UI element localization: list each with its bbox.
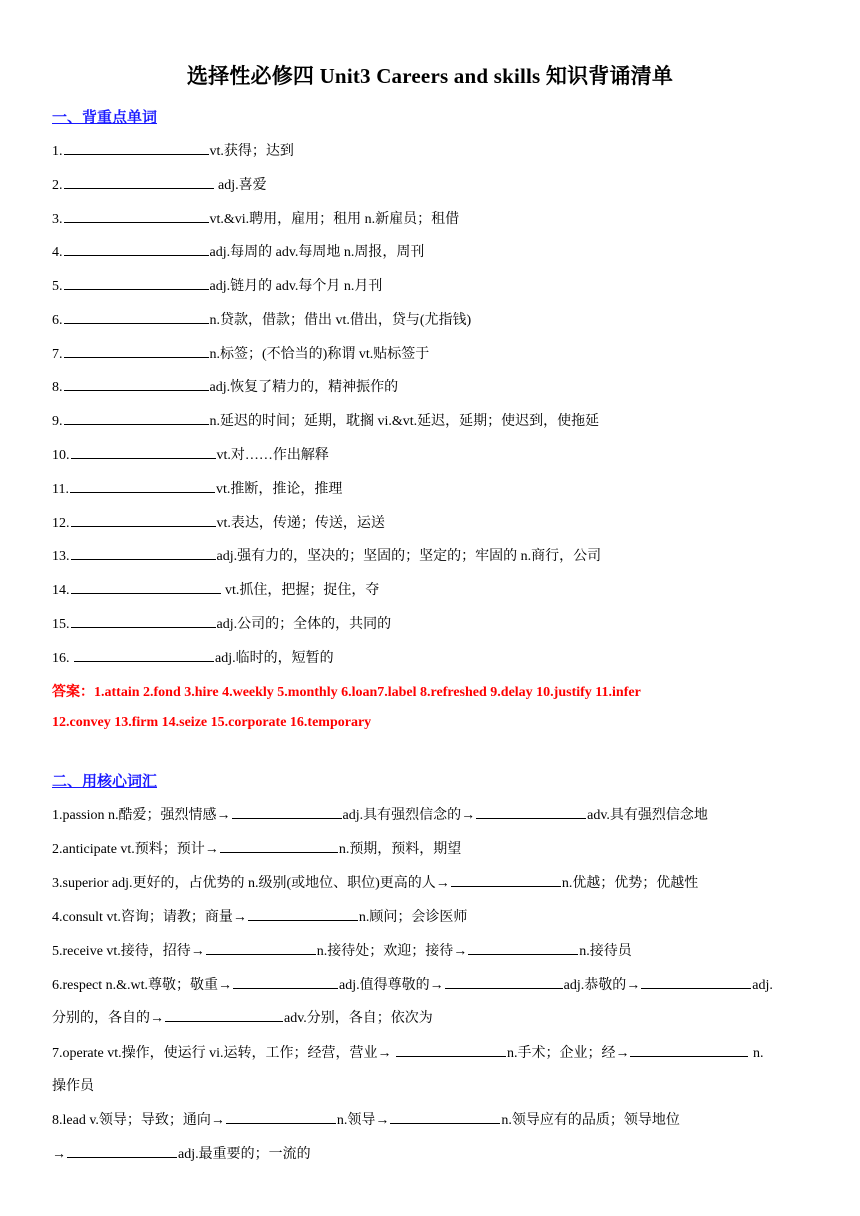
vocab-item <box>52 275 382 295</box>
item-text: n.优越；优势；优越性 <box>561 876 699 891</box>
answer-blank[interactable] <box>232 804 342 819</box>
vocab-item <box>52 478 342 498</box>
item-definition: vt.抓住，把握；捉住，夺 <box>221 583 380 598</box>
word-family-item <box>52 872 698 892</box>
item-text: 分别的，各自的→ <box>52 1011 164 1026</box>
item-text: 3.superior adj.更好的，占优势的 n.级别(或地位、职位)更高的人→ <box>52 876 450 891</box>
item-text: 6.respect n.&.wt.尊敬；敬重→ <box>52 978 233 993</box>
item-text: 2.anticipate vt.预料；预计→ <box>52 842 219 857</box>
word-family-item-continued <box>52 1007 433 1027</box>
vocab-item <box>52 343 429 363</box>
answer-blank[interactable] <box>165 1007 283 1022</box>
answer-blank[interactable] <box>233 974 338 989</box>
word-family-item <box>52 838 461 858</box>
answer-blank[interactable] <box>64 343 209 358</box>
answer-blank[interactable] <box>64 410 209 425</box>
section-heading-core-words: 二、用核心词汇 <box>52 774 158 790</box>
item-text: n. <box>749 1046 764 1061</box>
item-number: 16. <box>52 651 73 666</box>
item-text: 4.consult vt.咨询；请教；商量→ <box>52 910 247 925</box>
item-text: adj.值得尊敬的→ <box>339 978 444 993</box>
vocab-item <box>52 579 379 599</box>
item-number: 3. <box>52 212 63 227</box>
word-family-item-continued <box>52 1075 94 1095</box>
answer-blank[interactable] <box>64 241 209 256</box>
answer-blank[interactable] <box>220 838 338 853</box>
answer-blank[interactable] <box>468 940 578 955</box>
item-text: adj.恭敬的→ <box>563 978 641 993</box>
vocab-item <box>52 444 329 464</box>
item-definition: adj.链月的 adv.每个月 n.月刊 <box>209 279 383 294</box>
word-family-item <box>52 804 708 824</box>
item-definition: vt.表达，传递；传送，运送 <box>216 516 385 531</box>
section-heading-key-words: 一、背重点单词 <box>52 110 158 126</box>
page-title: 选择性必修四 Unit3 Careers and skills 知识背诵清单 <box>186 64 674 88</box>
item-definition: vt.获得；达到 <box>209 144 294 159</box>
word-family-item <box>52 906 467 926</box>
word-family-item <box>52 974 773 994</box>
item-text: adv.具有强烈信念地 <box>587 808 708 823</box>
item-number: 1. <box>52 144 63 159</box>
answer-blank[interactable] <box>64 275 209 290</box>
item-text: n.顾问；会诊医师 <box>358 910 468 925</box>
item-definition: vt.&vi.聘用，雇用；租用 n.新雇员；租借 <box>209 212 460 227</box>
item-number: 13. <box>52 549 70 564</box>
item-number: 5. <box>52 279 63 294</box>
item-number: 2. <box>52 178 63 193</box>
item-definition: n.贷款，借款；借出 vt.借出，贷与(尤指钱) <box>209 313 472 328</box>
vocab-item <box>52 309 471 329</box>
item-number: 6. <box>52 313 63 328</box>
vocab-item <box>52 613 391 633</box>
answer-blank[interactable] <box>630 1042 748 1057</box>
item-text: n.领导应有的品质；领导地位 <box>501 1113 680 1128</box>
item-text: 操作员 <box>52 1079 94 1094</box>
answer-blank[interactable] <box>71 545 216 560</box>
item-text: → <box>52 1147 66 1162</box>
answer-blank[interactable] <box>641 974 751 989</box>
item-number: 15. <box>52 617 70 632</box>
item-definition: n.延迟的时间；延期，耽搁 vi.&vt.延迟，延期；使迟到，使拖延 <box>209 414 600 429</box>
vocab-item <box>52 241 424 261</box>
answer-blank[interactable] <box>64 376 209 391</box>
vocab-item <box>52 208 459 228</box>
vocab-item <box>52 376 398 396</box>
item-text: 5.receive vt.接待，招待→ <box>52 944 205 959</box>
answer-blank[interactable] <box>206 940 316 955</box>
item-text: n.手术；企业；经→ <box>506 1046 630 1061</box>
item-number: 4. <box>52 245 63 260</box>
answer-blank[interactable] <box>451 872 561 887</box>
item-text: n.预期，预料，期望 <box>338 842 462 857</box>
item-text: 7.operate vt.操作，使运行 vi.运转，工作；经营，营业→ <box>52 1046 395 1061</box>
answer-blank[interactable] <box>64 174 214 189</box>
word-family-item <box>52 940 632 960</box>
item-text: 1.passion n.酷爱；强烈情感→ <box>52 808 231 823</box>
answer-blank[interactable] <box>71 512 216 527</box>
item-text: adj.最重要的；一流的 <box>178 1147 311 1162</box>
answer-blank[interactable] <box>248 906 358 921</box>
item-definition: vt.对……作出解释 <box>216 448 329 463</box>
vocab-item <box>52 545 601 565</box>
answer-blank[interactable] <box>390 1109 500 1124</box>
item-number: 7. <box>52 347 63 362</box>
answer-blank[interactable] <box>445 974 563 989</box>
item-definition: n.标签；(不恰当的)称谓 vt.贴标签于 <box>209 347 430 362</box>
answer-blank[interactable] <box>71 579 221 594</box>
item-text: adv.分别，各自；依次为 <box>284 1011 433 1026</box>
item-text: adj. <box>752 978 773 993</box>
item-text: n.接待员 <box>579 944 632 959</box>
item-text: n.接待处；欢迎；接待→ <box>316 944 468 959</box>
item-number: 9. <box>52 414 63 429</box>
vocab-item <box>52 647 334 667</box>
word-family-item <box>52 1109 680 1129</box>
answer-blank[interactable] <box>476 804 586 819</box>
item-definition: adj.强有力的，坚决的；坚固的；坚定的；牢固的 n.商行，公司 <box>216 549 602 564</box>
item-number: 14. <box>52 583 70 598</box>
vocab-item <box>52 410 599 430</box>
answer-blank[interactable] <box>71 444 216 459</box>
word-family-item <box>52 1042 763 1062</box>
answer-blank[interactable] <box>64 208 209 223</box>
answer-key-line-2: 12.convey 13.firm 14.seize 15.corporate 16.temporary <box>52 715 372 730</box>
item-number: 10. <box>52 448 70 463</box>
item-number: 11. <box>52 482 69 497</box>
answer-blank[interactable] <box>70 478 215 493</box>
item-definition: adj.每周的 adv.每周地 n.周报，周刊 <box>209 245 425 260</box>
vocab-item <box>52 174 267 194</box>
answer-key-line-1: 答案：1.attain 2.fond 3.hire 4.weekly 5.monthly 6.loan7.label 8.refreshed 9.delay 10.justify 11.infer <box>52 685 641 700</box>
item-text: 8.lead v.领导；导致；通向→ <box>52 1113 225 1128</box>
answer-blank[interactable] <box>71 613 216 628</box>
item-number: 8. <box>52 380 63 395</box>
item-text: adj.具有强烈信念的→ <box>342 808 476 823</box>
vocab-item <box>52 140 294 160</box>
answer-blank[interactable] <box>396 1042 506 1057</box>
item-definition: adj.喜爱 <box>214 178 267 193</box>
answer-blank[interactable] <box>74 647 214 662</box>
item-definition: adj.恢复了精力的，精神振作的 <box>209 380 399 395</box>
word-family-item-continued <box>52 1143 311 1163</box>
answer-blank[interactable] <box>64 140 209 155</box>
vocab-item <box>52 512 385 532</box>
item-text: n.领导→ <box>336 1113 390 1128</box>
item-definition: adj.临时的，短暂的 <box>215 651 334 666</box>
item-definition: adj.公司的；全体的，共同的 <box>216 617 392 632</box>
answer-blank[interactable] <box>64 309 209 324</box>
item-definition: vt.推断，推论，推理 <box>215 482 343 497</box>
answer-blank[interactable] <box>226 1109 336 1124</box>
item-number: 12. <box>52 516 70 531</box>
answer-blank[interactable] <box>67 1143 177 1158</box>
